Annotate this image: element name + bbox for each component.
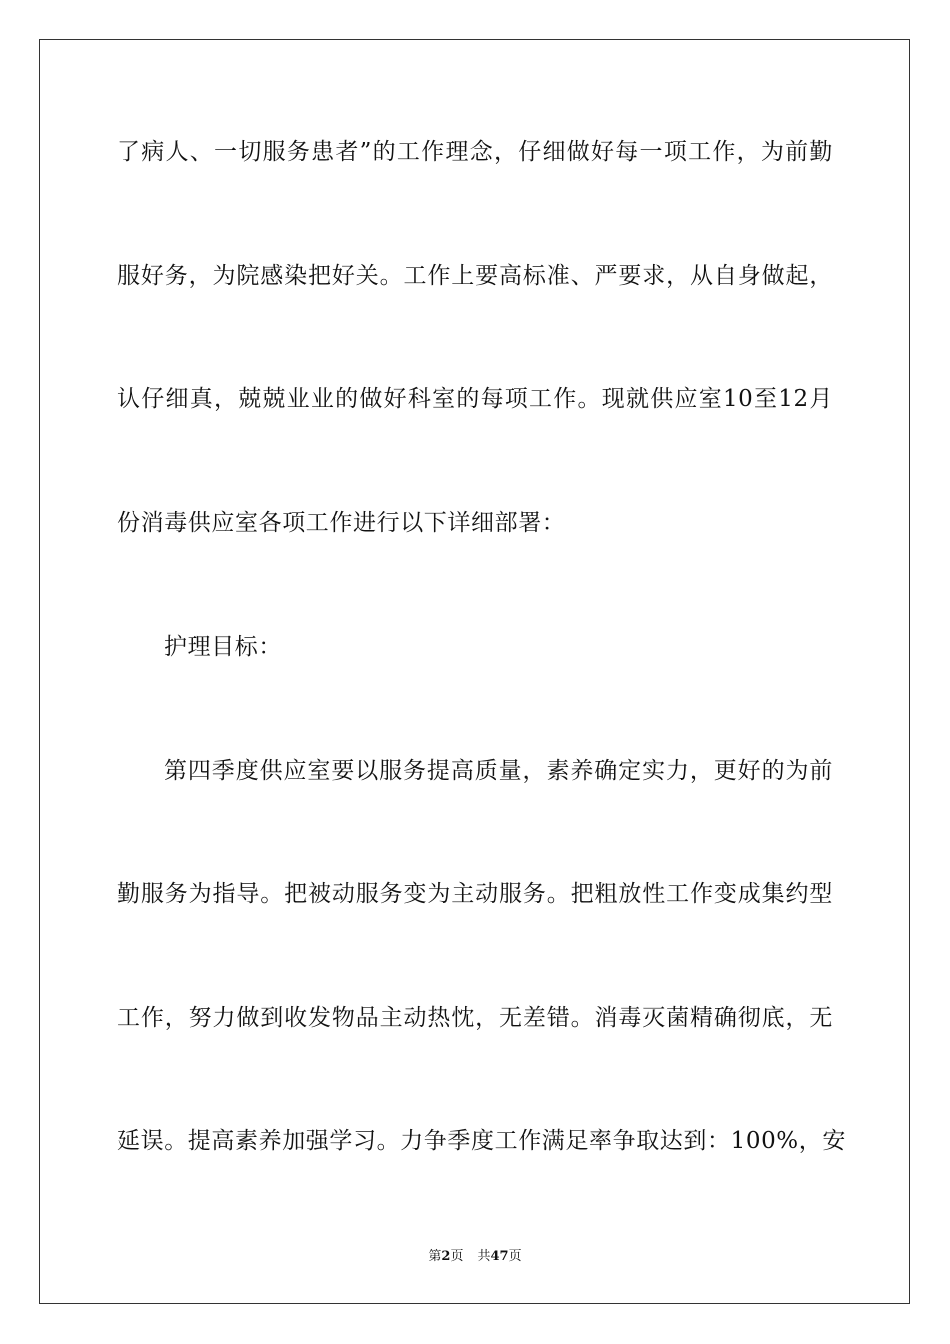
page-number: 2	[441, 1249, 451, 1264]
body-text-line-8: 工作，努力做到收发物品主动热忱，无差错。消毒灭菌精确彻底，无	[117, 1005, 833, 1031]
body-text-line-2: 服好务，为院感染把好关。工作上要高标准、严要求，从自身做起，	[117, 263, 833, 289]
body-text-line-7: 勤服务为指导。把被动服务变为主动服务。把粗放性工作变成集约型	[117, 881, 833, 907]
body-text-line-1: 了病人、一切服务患者”的工作理念，仔细做好每一项工作，为前勤	[117, 139, 833, 165]
body-text-line-4: 份消毒供应室各项工作进行以下详细部署：	[117, 510, 566, 536]
body-text-line-6: 第四季度供应室要以服务提高质量，素养确定实力，更好的为前	[164, 758, 833, 784]
section-heading-nursing-goals: 护理目标：	[164, 634, 282, 660]
total-pages: 47	[490, 1249, 509, 1264]
page-label-suffix: 页	[450, 1249, 464, 1264]
body-text-line-3: 认仔细真，兢兢业业的做好科室的每项工作。现就供应室10至12月	[117, 386, 833, 412]
total-label-suffix: 页	[508, 1249, 522, 1264]
body-text-line-9: 延误。提高素养加强学习。力争季度工作满足率争取达到：100%，安	[117, 1128, 846, 1154]
total-label-prefix: 共	[477, 1249, 491, 1264]
page-label-prefix: 第	[428, 1249, 442, 1264]
page-frame	[39, 39, 910, 1304]
page-footer	[0, 1248, 950, 1266]
